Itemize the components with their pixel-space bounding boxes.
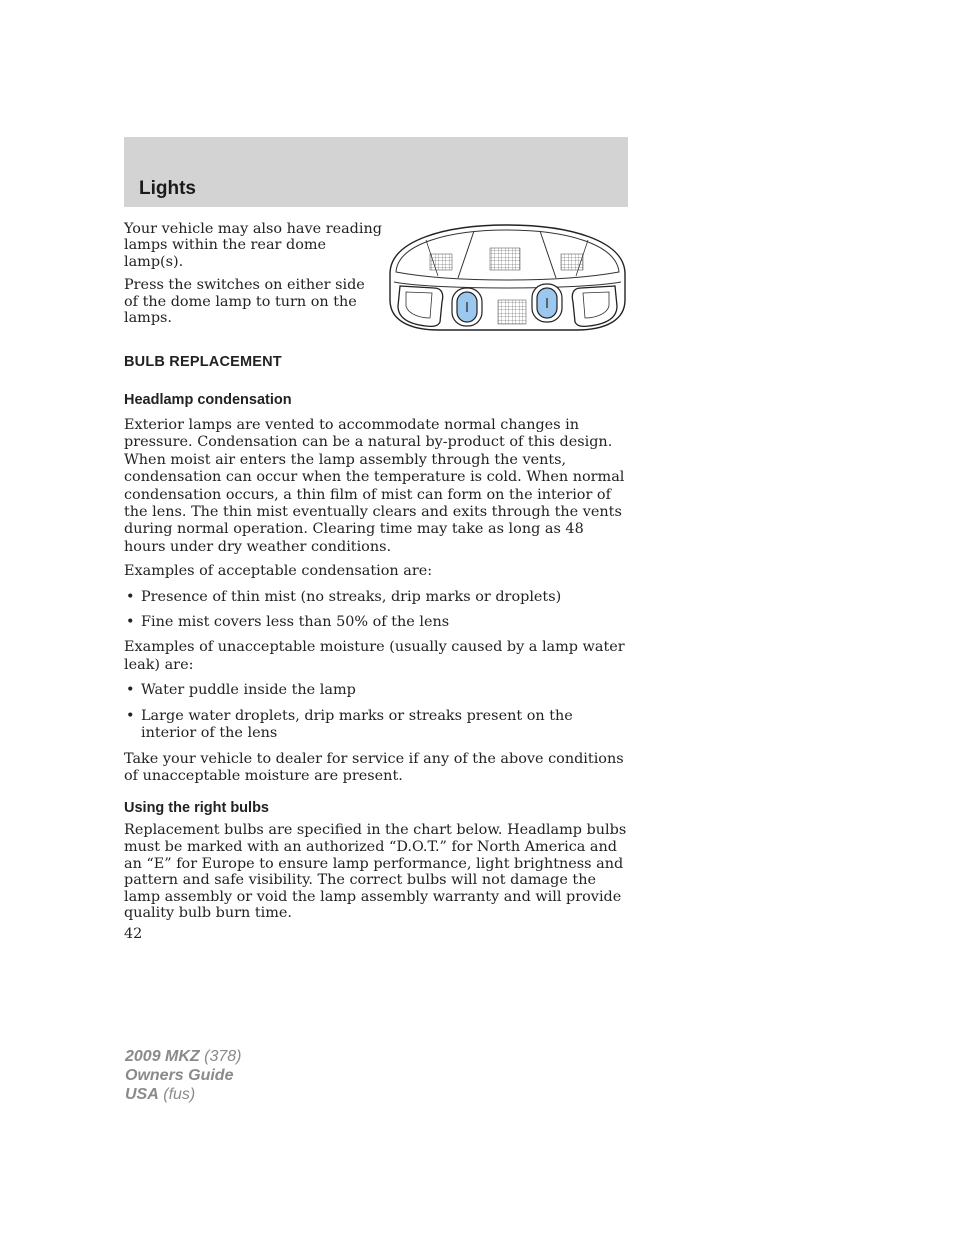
condensation-paragraph: Exterior lamps are vented to accommodate normal changes in pressure. Condensation can be a natural by-product of this design. When moist air enters the lamp assembly through the vents, condensation can occur when the temperature is cold. When normal condensation occurs, a thin film of mist can form on the interior of the lens. The thin mist eventually clears and exits through the vents during normal operation. Clearing time may take as long as 48 hours under dry weather conditions.	[124, 417, 625, 555]
footer-line	[125, 1085, 242, 1104]
page-number: 42	[124, 926, 143, 942]
footer-model-code: (378)	[204, 1048, 242, 1065]
chapter-title: Lights	[139, 178, 196, 199]
intro-text	[124, 221, 382, 333]
section-header-band	[124, 137, 628, 207]
list-item: • Presence of thin mist (no streaks, drip marks or droplets)	[124, 589, 628, 606]
footer-line	[125, 1047, 242, 1066]
list-item: • Water puddle inside the lamp	[124, 682, 628, 699]
footer-market-code: (fus)	[163, 1086, 196, 1103]
list-item: • Fine mist covers less than 50% of the lens	[124, 614, 628, 631]
rear-dome-lamp-illustration	[386, 222, 629, 333]
section-title: BULB REPLACEMENT	[124, 354, 282, 370]
intro-paragraph: Your vehicle may also have reading lamps within the rear dome lamp(s).	[124, 221, 382, 270]
subsection-heading: Headlamp condensation	[124, 392, 292, 408]
acceptable-intro: Examples of acceptable condensation are:	[124, 563, 433, 580]
footer	[125, 1047, 242, 1104]
unacceptable-intro: Examples of unacceptable moisture (usually caused by a lamp water leak) are:	[124, 639, 625, 673]
footer-model: 2009 MKZ	[125, 1048, 200, 1065]
main-content	[124, 354, 628, 922]
footer-guide: Owners Guide	[125, 1067, 234, 1084]
footer-line	[125, 1066, 242, 1085]
subsection-heading: Using the right bulbs	[124, 800, 269, 817]
intro-paragraph: Press the switches on either side of the dome lamp to turn on the lamps.	[124, 277, 365, 327]
closing-paragraph: Take your vehicle to dealer for service if any of the above conditions of unacceptable moisture are present.	[124, 750, 624, 784]
bulbs-paragraph: Replacement bulbs are specified in the chart below. Headlamp bulbs must be marked with an authorized “D.O.T.” for North America and an “E” for Europe to ensure lamp performance, light brightness and pattern and safe visibility. The correct bulbs will not damage the lamp assembly or void the lamp assembly warranty and will provide quality bulb burn time.	[124, 822, 627, 922]
footer-market: USA	[125, 1086, 159, 1103]
unacceptable-list	[124, 682, 628, 742]
acceptable-list	[124, 589, 628, 632]
list-item: • Large water droplets, drip marks or streaks present on the interior of the lens	[124, 708, 628, 743]
